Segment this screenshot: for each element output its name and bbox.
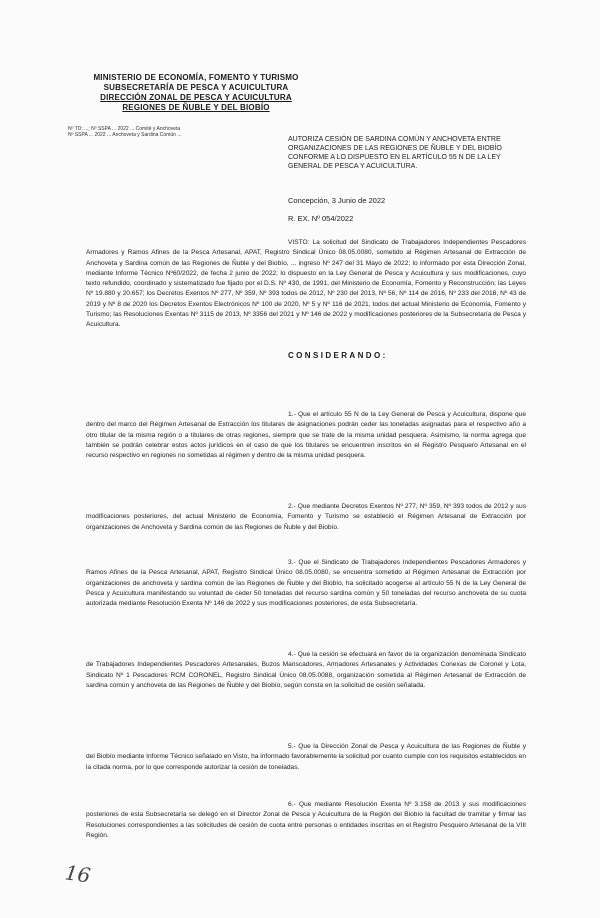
reference-line-1: Nº TD: ...; Nº SSPA ... 2022 ... Comité y Anchoveta [68,126,181,132]
considerando-3: 3.- Que el Sindicato de Trabajadores Independientes Pescadores Armadores y Ramos Afines de la Pesca Artesanal, APAT, Registro Sindical Único 08.05.0080, se encuentra sometido al Régimen Artesanal de Extracción por organizaciones de anchoveta y sardina común de las Regiones de Ñuble y del Biobío, ha solicitado acogerse al artículo 55 N de la Ley General de Pesca y Acuicultura manifestando su voluntad de ceder 50 toneladas del recurso sardina común y 50 toneladas del recurso anchoveta de su cuota autorizada mediante Resolución Exenta Nº 146 de 2022 y sus modificaciones posteriores, de esta Subsecretaría. [86,559,526,608]
letterhead-ministry: MINISTERIO DE ECONOMÍA, FOMENTO Y TURISMO [93,73,299,82]
place-date: Concepción, 3 Junio de 2022 [288,196,386,205]
letterhead-direction: DIRECCIÓN ZONAL DE PESCA Y ACUICULTURA [100,93,292,102]
letterhead-regions: REGIONES DE ÑUBLE Y DEL BIOBÍO [122,103,270,112]
resolution-title: AUTORIZA CESIÓN DE SARDINA COMÚN Y ANCHOVETA ENTRE ORGANIZACIONES DE LAS REGIONES DE ÑUBLE Y DEL BIOBÍO CONFORME A LO DISPUESTO EN EL ARTÍCULO 55 N DE LA LEY GENERAL DE PESCA Y ACUICULTURA. [288,136,502,170]
visto-paragraph: VISTO: La solicitud del Sindicato de Trabajadores Independientes Pescadores Armadores y Ramos Afines de la Pesca Artesanal, APAT, Registro Sindical Único 08.05.0080, sometido al Régimen Artesanal de Extracción de Anchoveta y Sardina común de las Regiones de Ñuble y del Biobío, ... ingreso Nº 247 del 31 Mayo de 2022; lo informado por esta Dirección Zonal, mediante Informe Técnico Nº60/2022, de fecha 2 junio de 2022; lo dispuesto en la Ley General de Pesca y Acuicultura y sus modificaciones, cuyo texto refundido, coordinado y sistematizado fue fijado por el D.S. Nº 430, de 1991, del Ministerio de Economía, Fomento y Reconstrucción; las Leyes Nº 19.880 y 20.657; los Decretos Exentos Nº 277, Nº 359, Nº 393 todos de 2012, Nº 230 del 2013, Nº 56, Nº 114 de 2016, Nº 233 del 2018, Nº 43 de 2019 y Nº 8 de 2020 los Decretos Exentos Electrónicos Nº 100 de 2020, Nº 5 y Nº 116 de 2021, todos del actual Ministerio de Economía, Fomento y Turismo; las Resoluciones Exentas Nº 3115 de 2013, Nº 3356 del 2021 y Nº 146 de 2022 y modificaciones posteriores de la Subsecretaría de Pesca y Acuicultura. [86,239,526,329]
resolution-number: R. EX. Nº 054/2022 [288,214,354,223]
considerando-1: 1.- Que el artículo 55 N de la Ley General de Pesca y Acuicultura, dispone que dentro del marco del Régimen Artesanal de Extracción los titulares de asignaciones podrán ceder las toneladas asignadas para el respectivo año a otro titular de la misma región o a titulares de otras regiones, siempre que se trate de la misma unidad pesquera. Asimismo, la norma agrega que también se podrán celebrar estos actos jurídicos en el caso de que los titulares se encuentren inscritos en el Registro Pesquero Artesanal en el recurso respectivo en regiones no sometidas al régimen y dentro de la misma unidad pesquera. [86,411,526,460]
considerando-6: 6.- Que mediante Resolución Exenta Nº 3.158 de 2013 y sus modificaciones posteriores de esta Subsecretaría se delegó en el Director Zonal de Pesca y Acuicultura de la Región del Biobío la facultad de tramitar y firmar las Resoluciones correspondientes a las solicitudes de cesión de cuota entre personas o entidades inscritas en el Registro Pesquero Artesanal de la VIII Región. [86,801,526,839]
letterhead-subsecretary: SUBSECRETARÍA DE PESCA Y ACUICULTURA [103,83,289,92]
letterhead [86,73,306,113]
considerando-2: 2.- Que mediante Decretos Exentos Nº 277, Nº 359, Nº 393 todos de 2012 y sus modificaciones posteriores, del actual Ministerio de Economía, Fomento y Turismo se estableció el Régimen Artesanal de Extracción por organizaciones de Anchoveta y Sardina común de las Regiones de Ñuble y del Biobío. [86,503,526,531]
considerando-4: 4.- Que la cesión se efectuará en favor de la organización denominada Sindicato de Trabajadores Independientes Pescadores Artesanales, Buzos Mariscadores, Armadores Artesanales y Actividades Conexas de Coronel y Lota, Sindicato Nº 1 Pescadores RCM CORONEL, Registro Sindical Único 08.05.0088, organización sometida al Régimen Artesanal de Extracción de sardina común y anchoveta de las Regiones de Ñuble y del Biobío, según consta en la solicitud de cesión señalada. [86,651,526,689]
handwritten-page-mark: 16 [63,860,92,888]
reference-block [68,126,308,138]
considerando-heading: CONSIDERANDO: [288,351,388,360]
reference-line-2: Nº SSPA ... 2022 ... Anchoveta y Sardina Común ... [68,132,182,138]
considerando-5: 5.- Que la Dirección Zonal de Pesca y Acuicultura de las Regiones de Ñuble y del Biobío mediante Informe Técnico señalado en Visto, ha informado favorablemente la solicitud por cuanto cumple con los requisitos establecidos en la citada norma, por lo que corresponde autorizar la cesión de toneladas. [86,743,526,771]
